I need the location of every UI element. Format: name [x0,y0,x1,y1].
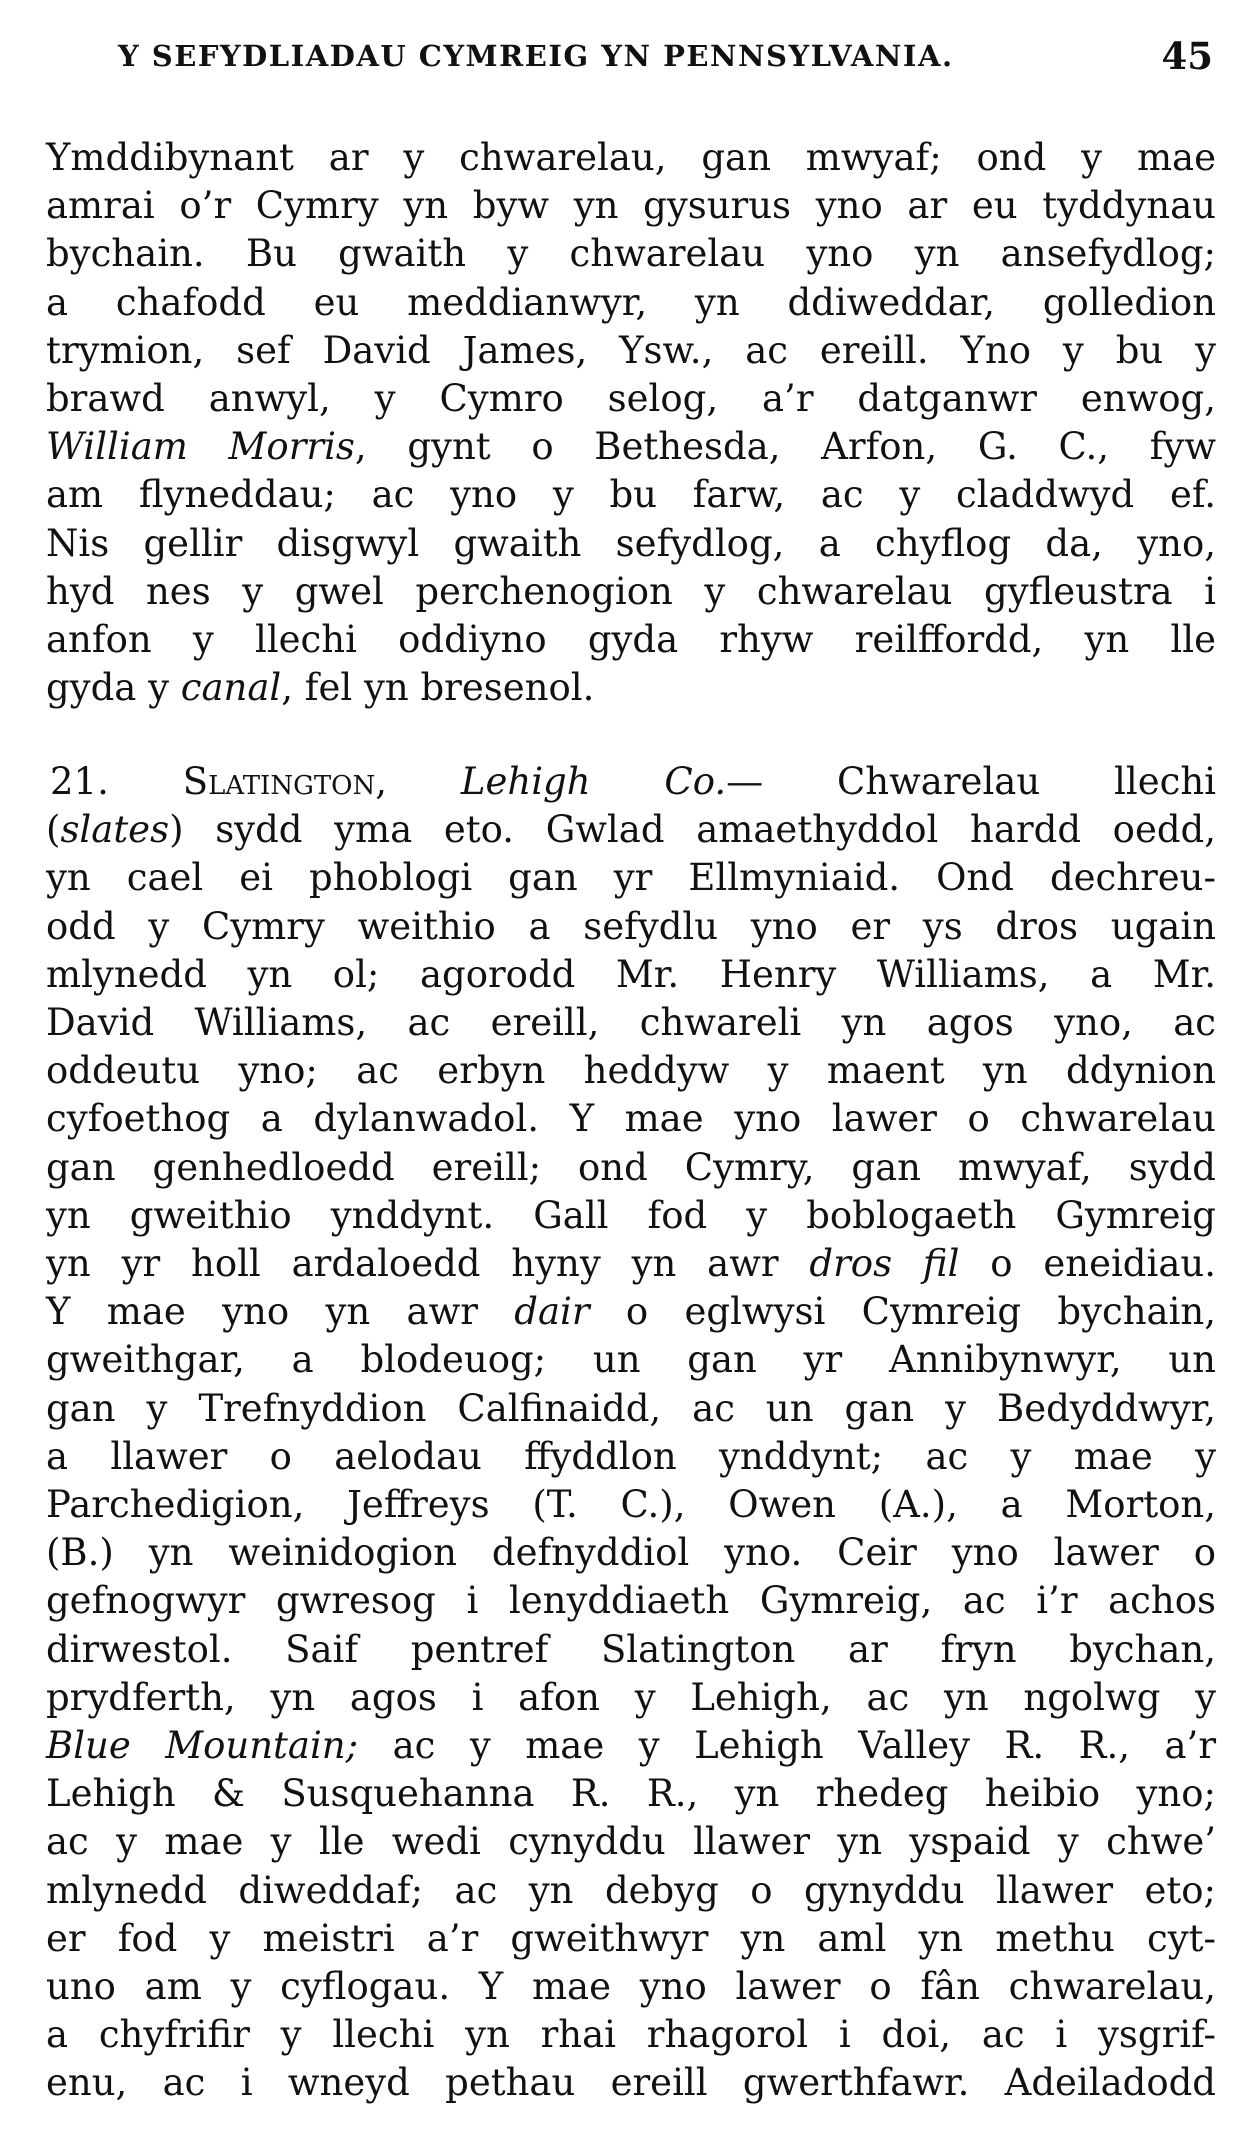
italic-word: dair [514,1290,590,1334]
text-line: enu, ac i wneyd pethau ereill gwerthfawr. Adeiladodd [46,2061,1216,2105]
italic-word: canal [180,666,282,710]
text-line: brawd anwyl, y Cymro selog, a’r datganwr enwog, [46,377,1216,421]
text-line: (slates) sydd yma eto. Gwlad amaethyddol hardd oedd, [46,808,1216,852]
text-line: (B.) yn weinidogion defnyddiol yno. Ceir yno lawer o [46,1531,1216,1575]
text-line: mlynedd diweddaf; ac yn debyg o gynyddu llawer eto; [46,1868,1216,1912]
text-line [46,758,1216,806]
text-line: Parchedigion, Jeffreys (T. C.), Owen (A.), a Morton, [46,1483,1216,1527]
text-fragment: o eneidiau. [959,1242,1216,1286]
text-line [46,1288,1216,1336]
text-line: am flyneddau; ac yno y bu farw, ac y claddwyd ef. [46,473,1216,517]
text-line: er fod y meistri a’r gweithwyr yn aml yn methu cyt- [46,1916,1216,1960]
text-line: mlynedd yn ol; agorodd Mr. Henry Williams, a Mr. [46,952,1216,996]
text-line: a chyfrifir y llechi yn rhai rhagorol i doi, ac i ysgrif- [46,2013,1216,2057]
text-line: amrai o’r Cymry yn byw yn gysurus yno ar eu tyddynau [46,184,1216,228]
text-line: cyfoethog a dylanwadol. Y mae yno lawer o chwarelau [46,1097,1216,1141]
text-line: gan genhedloedd ereill; ond Cymry, gan mwyaf, sydd [46,1145,1216,1189]
text-line: dirwestol. Saif pentref Slatington ar fryn bychan, [46,1627,1216,1671]
italic-name: William Morris [46,425,355,469]
text-line: uno am y cyflogau. Y mae yno lawer o fân chwarelau, [46,1965,1216,2009]
running-head [118,26,1213,86]
page-number: 45 [1161,34,1213,78]
text-line: trymion, sef David James, Ysw., ac ereill. Yno y bu y [46,328,1216,372]
text-line: ac y mae y lle wedi cynyddu llawer yn yspaid y chwe’ [46,1820,1216,1864]
text-line [46,1240,1216,1288]
text-line: gan y Trefnyddion Calfinaidd, ac un gan y Bedyddwyr, [46,1386,1216,1430]
paragraph-2 [46,758,1216,2108]
paragraph-1 [46,134,1216,712]
italic-word: slates [60,808,170,852]
text-line: bychain. Bu gwaith y chwarelau yno yn ansefydlog; [46,232,1216,276]
text-fragment: ) sydd yma eto. Gwlad amaethyddol hardd oedd, [169,808,1216,852]
text-line: Ymddibynant ar y chwarelau, gan mwyaf; ond y mae [46,136,1216,179]
text-fragment: — Chwarelau llechi [726,760,1217,803]
text-fragment: o eglwysi Cymreig bychain, [589,1290,1217,1334]
text-line: prydferth, yn agos i afon y Lehigh, ac yn ngolwg y [46,1675,1216,1719]
text-fragment: gyda y [46,666,181,710]
text-fragment: ac y mae y Lehigh Valley R. R., a’r [358,1724,1217,1768]
text-line [46,1722,1216,1770]
text-line [46,664,1216,712]
text-line: yn cael ei phoblogi gan yr Ellmyniaid. Ond dechreu- [46,856,1216,900]
text-line [46,423,1216,471]
text-fragment: , gynt o Bethesda, Arfon, G. C., fyw [354,425,1216,469]
text-line: gefnogwyr gwresog i lenyddiaeth Gymreig, ac i’r achos [46,1579,1216,1623]
text-line: a chafodd eu meddianwyr, yn ddiweddar, golledion [46,280,1216,324]
italic-phrase: Blue Mountain; [46,1724,359,1768]
text-line: hyd nes y gwel perchenogion y chwarelau gyfleustra i [46,569,1216,613]
text-line: a llawer o aelodau ffyddlon ynddynt; ac y mae y [46,1434,1216,1478]
text-line: oddeutu yno; ac erbyn heddyw y maent yn ddynion [46,1049,1216,1093]
section-number: 21. [50,760,109,803]
text-line: Lehigh & Susquehanna R. R., yn rhedeg heibio yno; [46,1772,1216,1816]
place-name: Slatington, [182,760,388,803]
italic-phrase: dros fil [809,1242,960,1286]
county-name: Lehigh Co. [460,760,727,803]
text-line: gweithgar, a blodeuog; un gan yr Annibynwyr, un [46,1338,1216,1382]
text-line: yn gweithio ynddynt. Gall fod y boblogaeth Gymreig [46,1193,1216,1237]
running-title: Y SEFYDLIADAU CYMREIG YN PENNSYLVANIA. [118,39,954,73]
text-fragment: , fel yn bresenol. [281,666,595,710]
text-line: David Williams, ac ereill, chwareli yn agos yno, ac [46,1001,1216,1045]
text-line: anfon y llechi oddiyno gyda rhyw reilffordd, yn lle [46,618,1216,662]
text-line: odd y Cymry weithio a sefydlu yno er ys dros ugain [46,904,1216,948]
text-line: Nis gellir disgwyl gwaith sefydlog, a chyflog da, yno, [46,521,1216,565]
text-fragment: Y mae yno yn awr [46,1290,515,1334]
text-fragment: yn yr holl ardaloedd hyny yn awr [46,1242,810,1286]
